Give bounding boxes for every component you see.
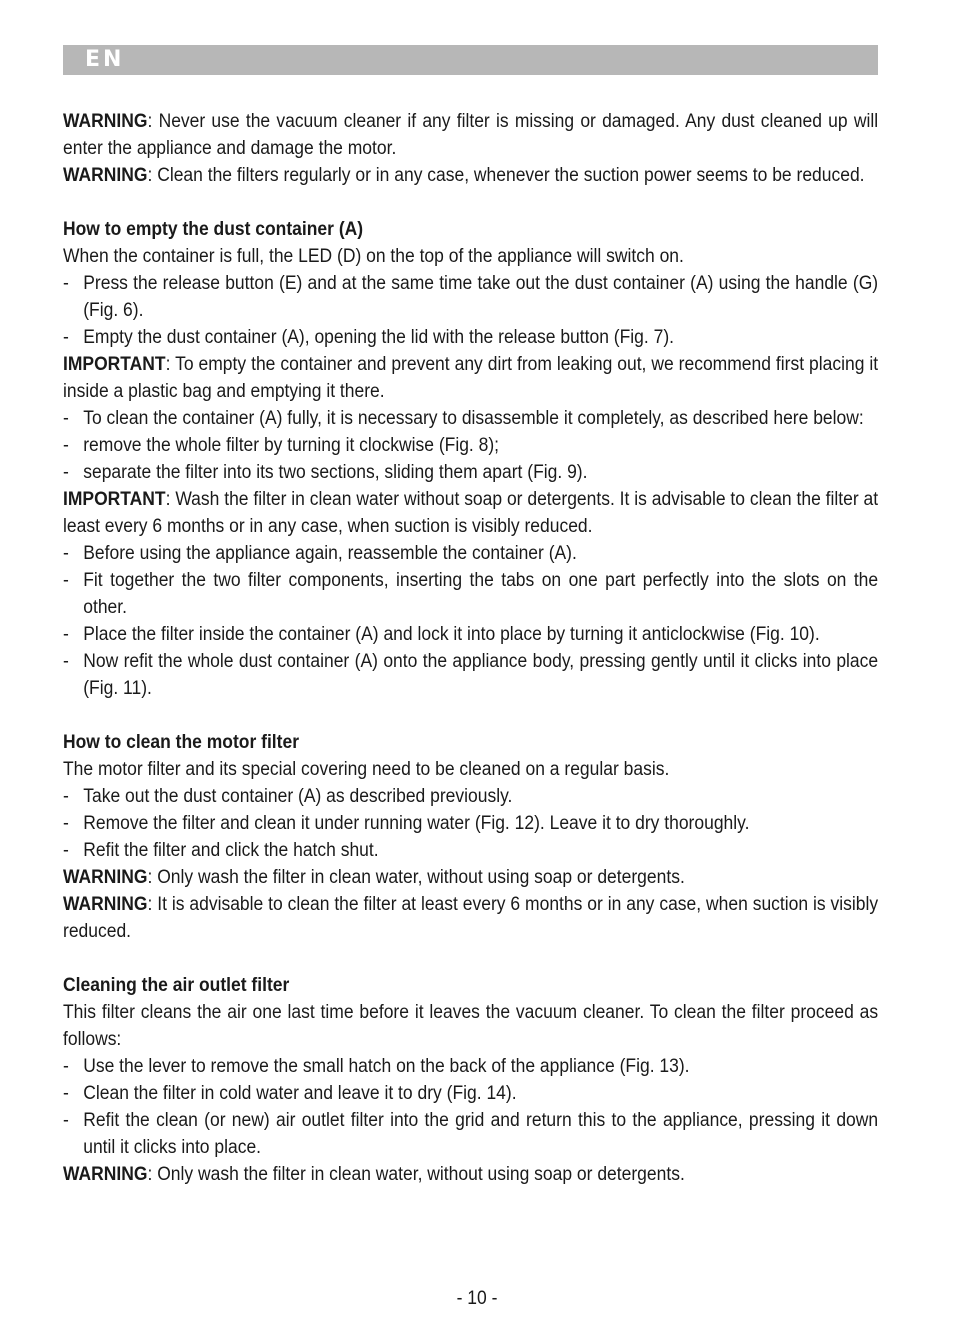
list-item <box>63 837 878 864</box>
language-label: EN <box>85 47 125 72</box>
list-item-text: separate the filter into its two sections, sliding them apart (Fig. 9). <box>83 462 588 483</box>
list-item <box>63 567 878 621</box>
important-label: IMPORTANT <box>63 354 166 375</box>
list-item <box>63 1053 878 1080</box>
warning-label: WARNING <box>63 867 148 888</box>
list-item-text: To clean the container (A) fully, it is necessary to disassemble it completely, as described here below: <box>83 408 864 429</box>
spacer <box>63 945 878 972</box>
warning-paragraph <box>63 162 878 189</box>
important-paragraph <box>63 486 878 540</box>
list-item <box>63 810 878 837</box>
warning-label: WARNING <box>63 165 148 186</box>
list-dash: - <box>63 1083 69 1104</box>
list-dash: - <box>63 570 69 591</box>
list-item <box>63 324 878 351</box>
warning-paragraph <box>63 891 878 945</box>
list-item <box>63 783 878 810</box>
list-item <box>63 621 878 648</box>
warning-text: : Never use the vacuum cleaner if any filter is missing or damaged. Any dust cleaned up will enter the appliance and damage the motor. <box>63 111 879 159</box>
page-number: - 10 - <box>456 1288 498 1309</box>
list-item-text: Empty the dust container (A), opening the lid with the release button (Fig. 7). <box>83 327 674 348</box>
list-item <box>63 1080 878 1107</box>
list-item-text: Refit the filter and click the hatch shut. <box>83 840 379 861</box>
list-item-text: Press the release button (E) and at the same time take out the dust container (A) using the handle (G) (Fig. 6). <box>83 273 879 321</box>
list-item-text: Now refit the whole dust container (A) onto the appliance body, pressing gently until it clicks into place (Fig. 11). <box>83 651 879 699</box>
list-item-text: Clean the filter in cold water and leave it to dry (Fig. 14). <box>83 1083 517 1104</box>
warning-text: : Only wash the filter in clean water, without using soap or detergents. <box>147 867 685 888</box>
list-dash: - <box>63 273 69 294</box>
list-item-text: Remove the filter and clean it under running water (Fig. 12). Leave it to dry thoroughly. <box>83 813 750 834</box>
warning-label: WARNING <box>63 894 148 915</box>
section-intro: When the container is full, the LED (D) on the top of the appliance will switch on. <box>63 246 684 267</box>
important-text: : Wash the filter in clean water without soap or detergents. It is advisable to clean the filter at least every 6 months or in any case, when suction is visibly reduced. <box>63 489 879 537</box>
list-item <box>63 540 878 567</box>
list-dash: - <box>63 813 69 834</box>
warning-paragraph <box>63 1161 878 1188</box>
language-header-bar <box>63 45 878 75</box>
list-dash: - <box>63 651 69 672</box>
section-heading-air-outlet-filter: Cleaning the air outlet filter <box>63 975 290 996</box>
list-item <box>63 459 878 486</box>
list-dash: - <box>63 435 69 456</box>
list-dash: - <box>63 1056 69 1077</box>
section-heading-dust-container: How to empty the dust container (A) <box>63 219 364 240</box>
section-heading-motor-filter: How to clean the motor filter <box>63 732 300 753</box>
important-paragraph <box>63 351 878 405</box>
list-item <box>63 1107 878 1161</box>
warning-paragraph <box>63 864 878 891</box>
list-item-text: Fit together the two filter components, inserting the tabs on one part perfectly into the slots on the other. <box>83 570 879 618</box>
list-item <box>63 432 878 459</box>
important-text: : To empty the container and prevent any dirt from leaking out, we recommend first placing it inside a plastic bag and emptying it there. <box>63 354 879 402</box>
list-item-text: remove the whole filter by turning it clockwise (Fig. 8); <box>83 435 500 456</box>
list-dash: - <box>63 1110 69 1131</box>
warning-text: : Only wash the filter in clean water, without using soap or detergents. <box>147 1164 685 1185</box>
list-item <box>63 405 878 432</box>
list-dash: - <box>63 624 69 645</box>
list-item-text: Before using the appliance again, reassemble the container (A). <box>83 543 577 564</box>
spacer <box>63 702 878 729</box>
list-item-text: Use the lever to remove the small hatch on the back of the appliance (Fig. 13). <box>83 1056 690 1077</box>
warning-label: WARNING <box>63 111 148 132</box>
warning-label: WARNING <box>63 1164 148 1185</box>
list-item-text: Refit the clean (or new) air outlet filter into the grid and return this to the appliance, pressing it down until it clicks into place. <box>83 1110 879 1158</box>
list-dash: - <box>63 840 69 861</box>
warning-text: : Clean the filters regularly or in any case, whenever the suction power seems to be reduced. <box>147 165 865 186</box>
list-dash: - <box>63 327 69 348</box>
section-intro: This filter cleans the air one last time before it leaves the vacuum cleaner. To clean the filter proceed as follows: <box>63 1002 879 1050</box>
list-item-text: Take out the dust container (A) as described previously. <box>83 786 513 807</box>
list-item <box>63 270 878 324</box>
list-dash: - <box>63 408 69 429</box>
important-label: IMPORTANT <box>63 489 166 510</box>
warning-paragraph <box>63 108 878 162</box>
section-intro: The motor filter and its special covering need to be cleaned on a regular basis. <box>63 759 670 780</box>
list-dash: - <box>63 543 69 564</box>
list-item <box>63 648 878 702</box>
spacer <box>63 189 878 216</box>
list-item-text: Place the filter inside the container (A) and lock it into place by turning it anticlockwise (Fig. 10). <box>83 624 820 645</box>
list-dash: - <box>63 786 69 807</box>
warning-text: : It is advisable to clean the filter at least every 6 months or in any case, when suction is visibly reduced. <box>63 894 879 942</box>
manual-content <box>63 108 878 1188</box>
list-dash: - <box>63 462 69 483</box>
